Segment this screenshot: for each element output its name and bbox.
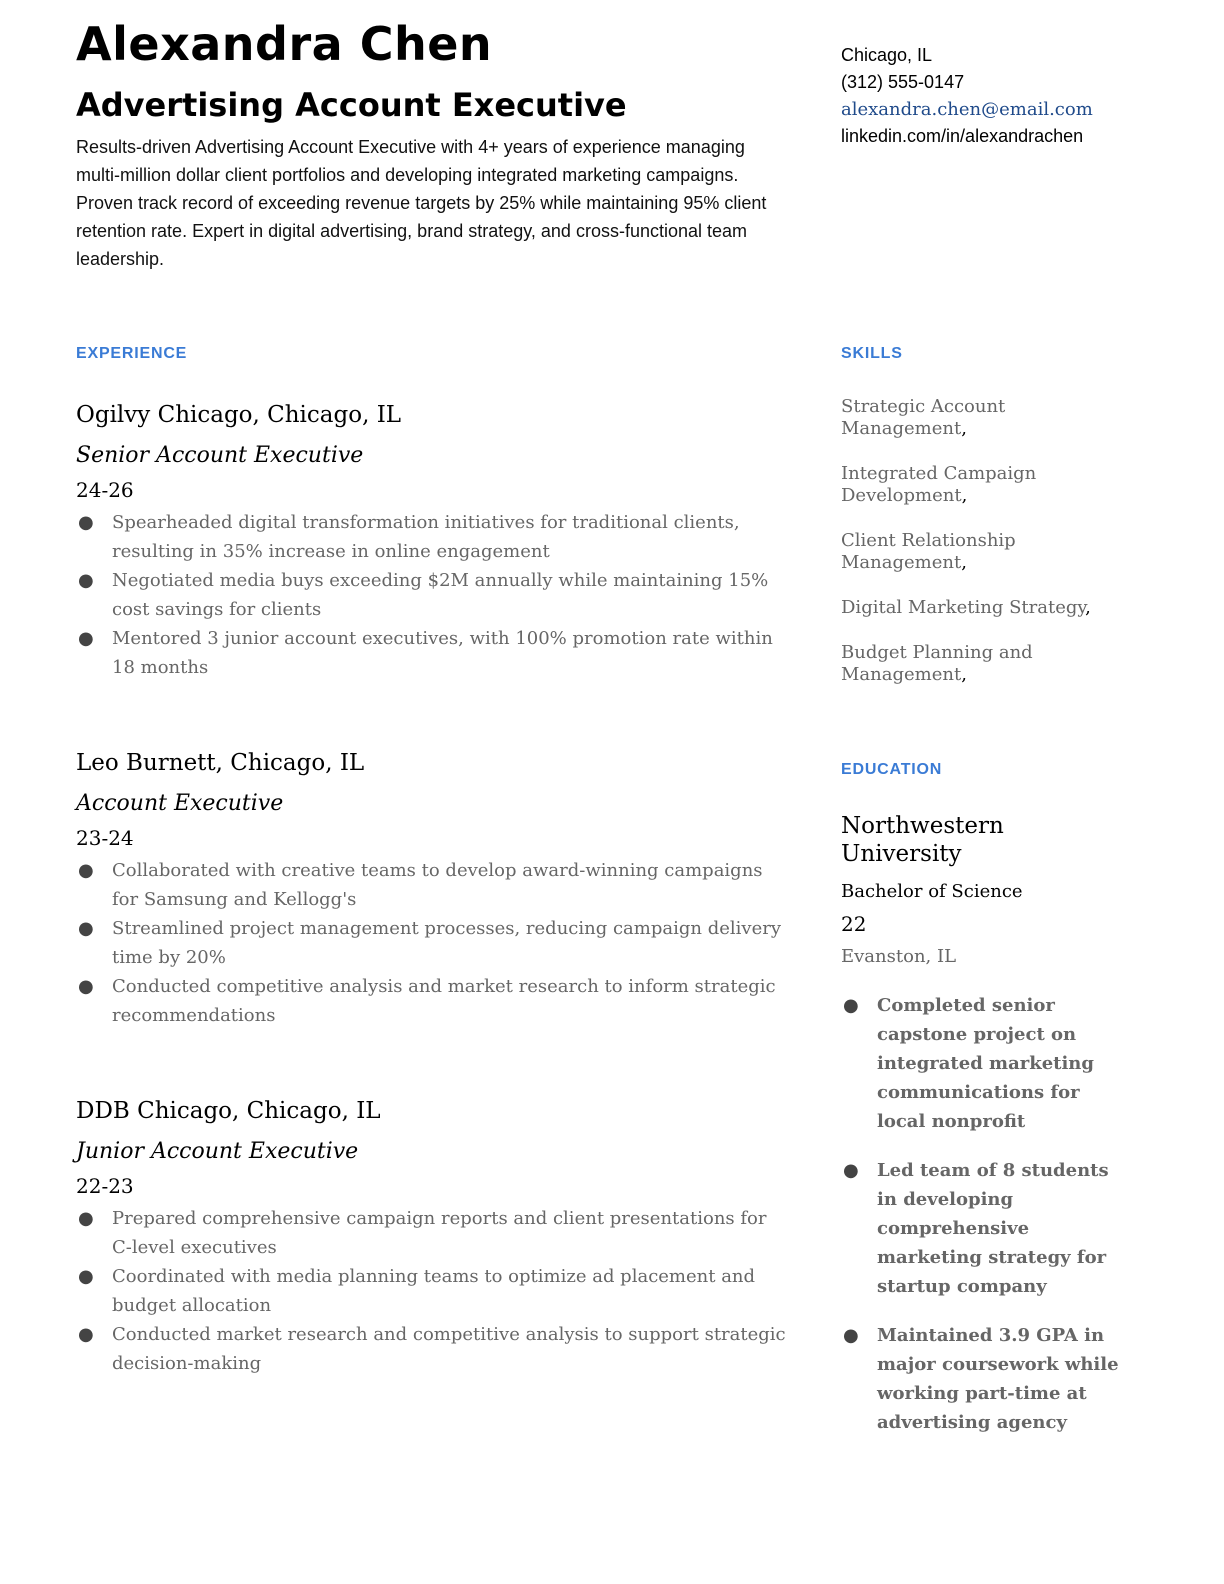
contact-info: [841, 42, 1171, 150]
skill-item: Strategic Account Management,: [841, 396, 1006, 439]
education-location: Evanston, IL: [841, 946, 957, 967]
job-title: Junior Account Executive: [76, 1139, 359, 1164]
bullet-dot-icon: ●: [78, 976, 94, 997]
job-bullet: ● Mentored 3 junior account executives, with 100% promotion rate within 18 months: [76, 624, 788, 682]
job-bullet: ● Conducted market research and competitive analysis to support strategic decision-making: [76, 1320, 788, 1378]
job-bullet: ● Negotiated media buys exceeding $2M annually while maintaining 15% cost savings for clients: [76, 566, 788, 624]
contact-phone: (312) 555-0147: [841, 72, 965, 92]
education-bullet: ● Led team of 8 students in developing comprehensive marketing strategy for startup company: [841, 1156, 1121, 1301]
education-school: Northwestern University: [841, 813, 1004, 867]
education-entry: [841, 812, 1121, 1457]
job-bullet: ● Collaborated with creative teams to develop award-winning campaigns for Samsung and Kellogg's: [76, 856, 788, 914]
job-bullet: ● Streamlined project management processes, reducing campaign delivery time by 20%: [76, 914, 788, 972]
job-title: Senior Account Executive: [76, 443, 364, 468]
job-company: Leo Burnett, Chicago, IL: [76, 750, 365, 776]
job-bullets: [76, 1204, 788, 1378]
contact-linkedin: linkedin.com/in/alexandrachen: [841, 126, 1084, 146]
education-year: 22: [841, 912, 867, 936]
skills-section-title: SKILLS: [841, 345, 903, 362]
bullet-dot-icon: ●: [843, 1325, 859, 1346]
bullet-dot-icon: ●: [78, 1324, 94, 1345]
job-company: DDB Chicago, Chicago, IL: [76, 1098, 381, 1124]
contact-email-link[interactable]: alexandra.chen@email.com: [841, 99, 1093, 120]
job-bullet: ● Coordinated with media planning teams to optimize ad placement and budget allocation: [76, 1262, 788, 1320]
job-entry: [76, 1094, 788, 1378]
skill-item: Digital Marketing Strategy,: [841, 597, 1091, 618]
job-company: Ogilvy Chicago, Chicago, IL: [76, 402, 402, 428]
skill-item: Budget Planning and Management,: [841, 642, 1033, 685]
bullet-dot-icon: ●: [78, 628, 94, 649]
education-degree: Bachelor of Science: [841, 881, 1023, 902]
education-bullet: ● Maintained 3.9 GPA in major coursework while working part-time at advertising agency: [841, 1321, 1121, 1437]
job-bullets: [76, 508, 788, 682]
skill-item: Integrated Campaign Development,: [841, 463, 1037, 506]
job-bullet: ● Conducted competitive analysis and market research to inform strategic recommendations: [76, 972, 788, 1030]
bullet-dot-icon: ●: [78, 918, 94, 939]
education-section-title: EDUCATION: [841, 761, 943, 778]
contact-location: Chicago, IL: [841, 45, 933, 65]
skill-item: Client Relationship Management,: [841, 530, 1016, 573]
job-entry: [76, 746, 788, 1030]
job-dates: 24-26: [76, 478, 134, 502]
bullet-dot-icon: ●: [78, 512, 94, 533]
education-bullet: ● Completed senior capstone project on integrated marketing communications for local nonprofit: [841, 991, 1121, 1136]
job-title: Account Executive: [76, 791, 284, 816]
job-bullet: ● Spearheaded digital transformation initiatives for traditional clients, resulting in 35% increase in online engagement: [76, 508, 788, 566]
candidate-headline: Advertising Account Executive: [76, 86, 627, 124]
bullet-dot-icon: ●: [78, 570, 94, 591]
job-dates: 22-23: [76, 1174, 134, 1198]
job-entry: [76, 398, 788, 682]
bullet-dot-icon: ●: [78, 860, 94, 881]
education-bullets: [841, 991, 1121, 1437]
skills-list: [841, 396, 1091, 709]
bullet-dot-icon: ●: [78, 1208, 94, 1229]
bullet-dot-icon: ●: [78, 1266, 94, 1287]
bullet-dot-icon: ●: [843, 1160, 859, 1181]
bullet-dot-icon: ●: [843, 995, 859, 1016]
candidate-name: Alexandra Chen: [76, 17, 493, 71]
job-bullet: ● Prepared comprehensive campaign reports and client presentations for C-level executives: [76, 1204, 788, 1262]
professional-summary: Results-driven Advertising Account Executive with 4+ years of experience managing multi-million dollar client portfolios and developing integrated marketing campaigns. Proven track record of exceeding revenue targets by 25% while maintaining 95% client retention rate. Expert in digital advertising, brand strategy, and cross-functional team leadership.: [76, 137, 767, 269]
experience-section-title: EXPERIENCE: [76, 345, 188, 362]
job-bullets: [76, 856, 788, 1030]
job-dates: 23-24: [76, 826, 134, 850]
